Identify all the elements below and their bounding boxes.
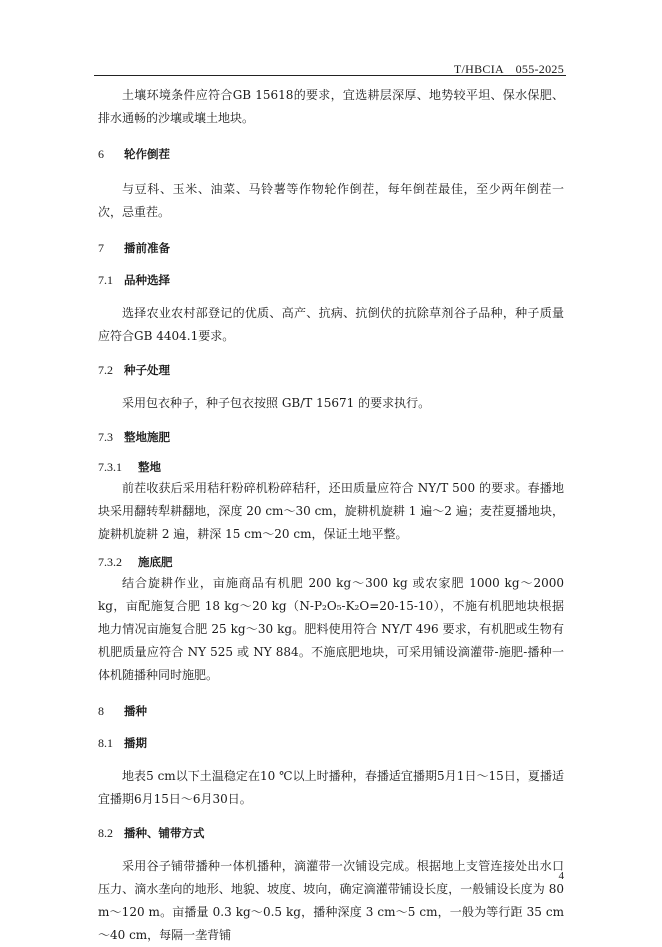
paragraph-section-8-2: 采用谷子铺带播种一体机播种，滴灌带一次铺设完成。根据地上支管连接处出水口压力、滴水垄向的地形、地貌、坡度、坡向，确定滴灌带铺设长度，一般铺设长度为 80 m～120 m。亩播量 0.3 kg～0.5 kg，播种深度 3 cm～5 cm，一般为等行距 35 cm～40 cm，每隔一垄背铺 [98,859,564,942]
section-title: 播种、铺带方式 [124,826,205,840]
heading-section-8-1 [98,735,564,751]
heading-section-7-3-2 [98,554,564,570]
section-title: 播种 [124,704,147,718]
section-number: 7.1 [98,273,113,287]
heading-section-6 [98,146,564,162]
section-number: 7.3 [98,430,113,444]
paragraph-section-7-1: 选择农业农村部登记的优质、高产、抗病、抗倒伏的抗除草剂谷子品种，种子质量应符合GB 4404.1要求。 [98,306,564,343]
section-number: 6 [98,147,104,161]
section-title: 品种选择 [124,273,170,287]
section-title: 施底肥 [138,555,173,569]
heading-section-7-3-1 [98,459,564,475]
paragraph-section-7-3-1: 前茬收获后采用秸秆粉碎机粉碎秸秆，还田质量应符合 NY/T 500 的要求。春播地块采用翻转犁耕翻地，深度 20 cm～30 cm，旋耕机旋耕 1 遍～2 遍；麦茬夏播地块，旋耕机旋耕 2 遍，耕深 15 cm～20 cm，保证土地平整。 [98,481,564,541]
heading-section-7-3 [98,429,564,445]
paragraph-section-7-3-2: 结合旋耕作业，亩施商品有机肥 200 kg～300 kg 或农家肥 1000 kg～2000 kg，亩配施复合肥 18 kg～20 kg（N-P₂O₅-K₂O=20-15-10），不施有机肥地块根据地力情况亩施复合肥 25 kg～30 kg。肥料使用符合 NY/T 496 要求，有机肥或生物有机肥质量应符合 NY 525 或 NY 884。不施底肥地块，可采用铺设滴灌带-施肥-播种一体机随播种同时施肥。 [98,576,564,682]
heading-section-7-1 [98,272,564,288]
header-divider [94,75,566,76]
section-number: 7 [98,241,104,255]
paragraph-section-8-1: 地表5 cm以下土温稳定在10 ℃以上时播种，春播适宜播期5月1日～15日，夏播适宜播期6月15日～6月30日。 [98,769,564,806]
heading-section-8 [98,703,564,719]
page-number: 4 [558,870,564,882]
heading-section-7-2 [98,362,564,378]
section-number: 8.1 [98,736,113,750]
document-body [98,84,564,947]
paragraph-section-6: 与豆科、玉米、油菜、马铃薯等作物轮作倒茬，每年倒茬最佳，至少两年倒茬一次，忌重茬。 [98,182,564,219]
section-title: 轮作倒茬 [124,147,170,161]
section-number: 7.3.2 [98,555,122,569]
document-code: T/HBCIA 055-2025 [453,62,564,76]
section-title: 种子处理 [124,363,170,377]
section-title: 播期 [124,736,147,750]
section-number: 7.2 [98,363,113,377]
heading-section-8-2 [98,825,564,841]
section-number: 8.2 [98,826,113,840]
section-title: 整地 [138,460,161,474]
paragraph-section-7-2: 采用包衣种子，种子包衣按照 GB/T 15671 的要求执行。 [122,396,431,410]
section-title: 播前准备 [124,241,170,255]
section-number: 7.3.1 [98,460,122,474]
section-number: 8 [98,704,104,718]
section-title: 整地施肥 [124,430,170,444]
heading-section-7 [98,240,564,256]
paragraph-soil: 土壤环境条件应符合GB 15618的要求，宜选耕层深厚、地势较平坦、保水保肥、排水通畅的沙壤或壤土地块。 [98,88,564,125]
